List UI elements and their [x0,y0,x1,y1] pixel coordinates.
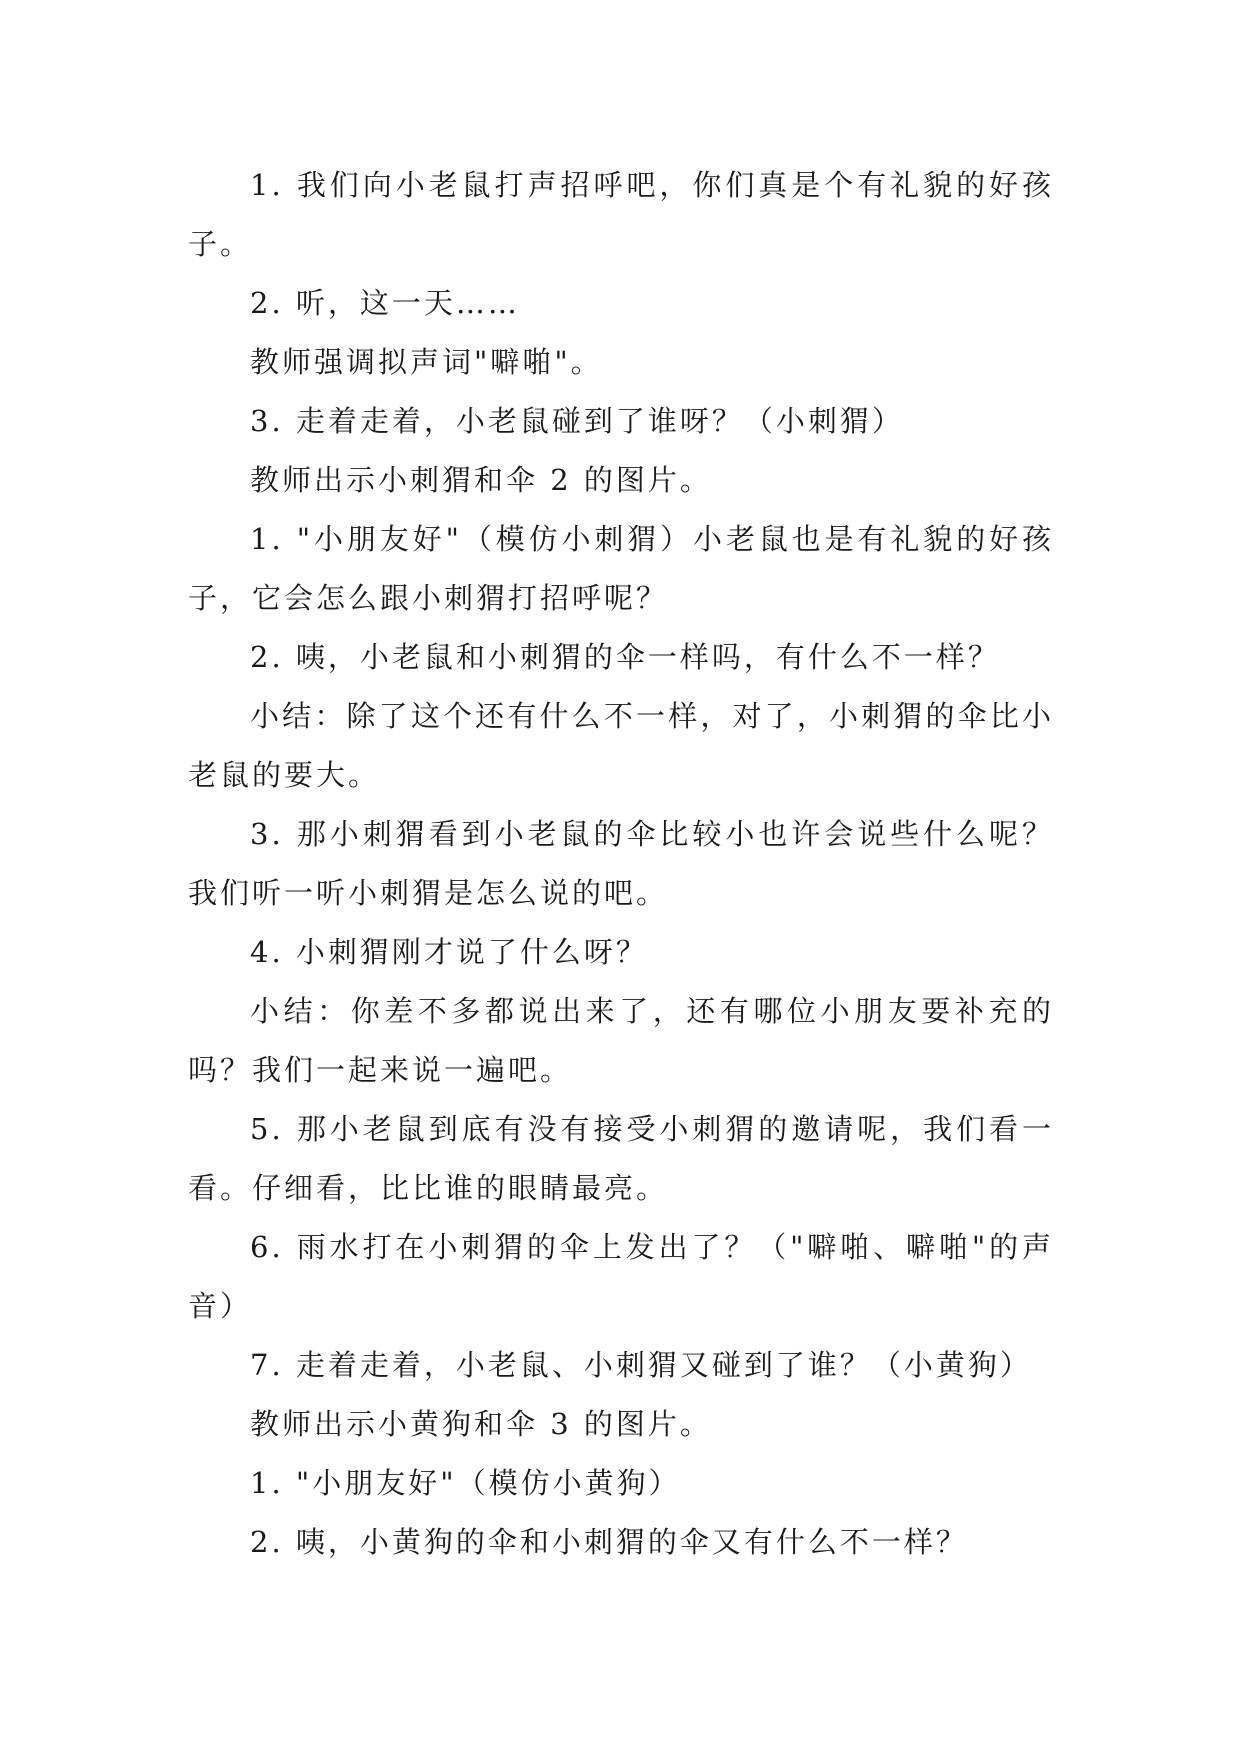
paragraph: 2. 咦，小老鼠和小刺猬的伞一样吗，有什么不一样？ [250,640,1000,674]
paragraph: 教师出示小刺猬和伞 2 的图片。 [250,463,712,497]
paragraph: 教师出示小黄狗和伞 3 的图片。 [250,1407,712,1441]
paragraph: 教师强调拟声词"噼啪"。 [250,345,603,379]
paragraph: 3. 那小刺猬看到小老鼠的伞比较小也许会说些什么呢？我们听一听小刺猬是怎么说的吧。 [188,817,1054,910]
paragraph: 4. 小刺猬刚才说了什么呀？ [250,935,648,969]
paragraph: 3. 走着走着，小老鼠碰到了谁呀？（小刺猬） [250,404,904,438]
paragraph: 2. 咦，小黄狗的伞和小刺猬的伞又有什么不一样？ [250,1525,968,1559]
paragraph: 1. "小朋友好"（模仿小黄狗） [250,1466,681,1500]
paragraph: 小结：除了这个还有什么不一样，对了，小刺猬的伞比小老鼠的要大。 [188,699,1054,792]
paragraph: 2. 听，这一天…… [250,286,520,320]
document-page [188,156,1054,1572]
paragraph: 小结：你差不多都说出来了，还有哪位小朋友要补充的吗？我们一起来说一遍吧。 [188,994,1054,1087]
paragraph: 1. "小朋友好"（模仿小刺猬）小老鼠也是有礼貌的好孩子，它会怎么跟小刺猬打招呼呢？ [188,522,1054,615]
paragraph: 5. 那小老鼠到底有没有接受小刺猬的邀请呢，我们看一看。仔细看，比比谁的眼睛最亮。 [188,1112,1054,1205]
paragraph: 7. 走着走着，小老鼠、小刺猬又碰到了谁？（小黄狗） [250,1348,1032,1382]
paragraph: 1. 我们向小老鼠打声招呼吧，你们真是个有礼貌的好孩子。 [188,168,1054,261]
paragraph: 6. 雨水打在小刺猬的伞上发出了？（"噼啪、噼啪"的声音） [188,1230,1054,1323]
